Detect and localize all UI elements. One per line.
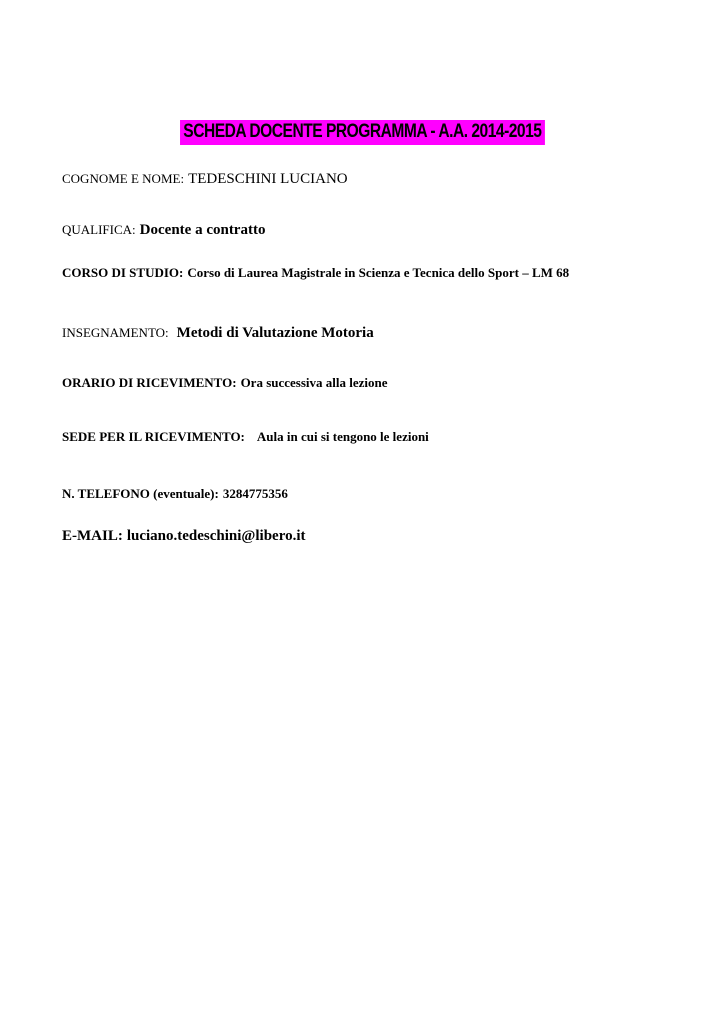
qualifica-label: QUALIFICA:	[62, 222, 136, 237]
orario-label: ORARIO DI RICEVIMENTO:	[62, 375, 237, 390]
title-container	[0, 120, 725, 145]
sede-value: Aula in cui si tengono le lezioni	[256, 429, 429, 444]
field-orario	[62, 374, 388, 392]
field-telefono	[62, 485, 288, 503]
email-value: luciano.tedeschini@libero.it	[126, 528, 306, 544]
telefono-label: N. TELEFONO (eventuale):	[62, 486, 219, 501]
qualifica-value: Docente a contratto	[139, 222, 266, 238]
email-label: E-MAIL:	[62, 528, 123, 544]
telefono-value: 3284775356	[222, 486, 288, 501]
nome-value: TEDESCHINI LUCIANO	[188, 171, 348, 187]
corso-value: Corso di Laurea Magistrale in Scienza e Tecnica dello Sport – LM 68	[187, 265, 570, 280]
field-nome	[62, 170, 348, 188]
field-insegnamento	[62, 324, 374, 342]
field-email	[62, 527, 306, 545]
orario-value: Ora successiva alla lezione	[240, 375, 388, 390]
insegnamento-label: INSEGNAMENTO:	[62, 325, 169, 340]
insegnamento-value: Metodi di Valutazione Motoria	[176, 325, 374, 341]
nome-label: COGNOME E NOME:	[62, 171, 185, 186]
page-title: SCHEDA DOCENTE PROGRAMMA - A.A. 2014-2015	[180, 120, 545, 145]
sede-label: SEDE PER IL RICEVIMENTO:	[62, 429, 245, 444]
field-sede	[62, 428, 429, 446]
field-qualifica	[62, 221, 265, 239]
field-corso	[62, 264, 569, 282]
corso-label: CORSO DI STUDIO:	[62, 265, 184, 280]
